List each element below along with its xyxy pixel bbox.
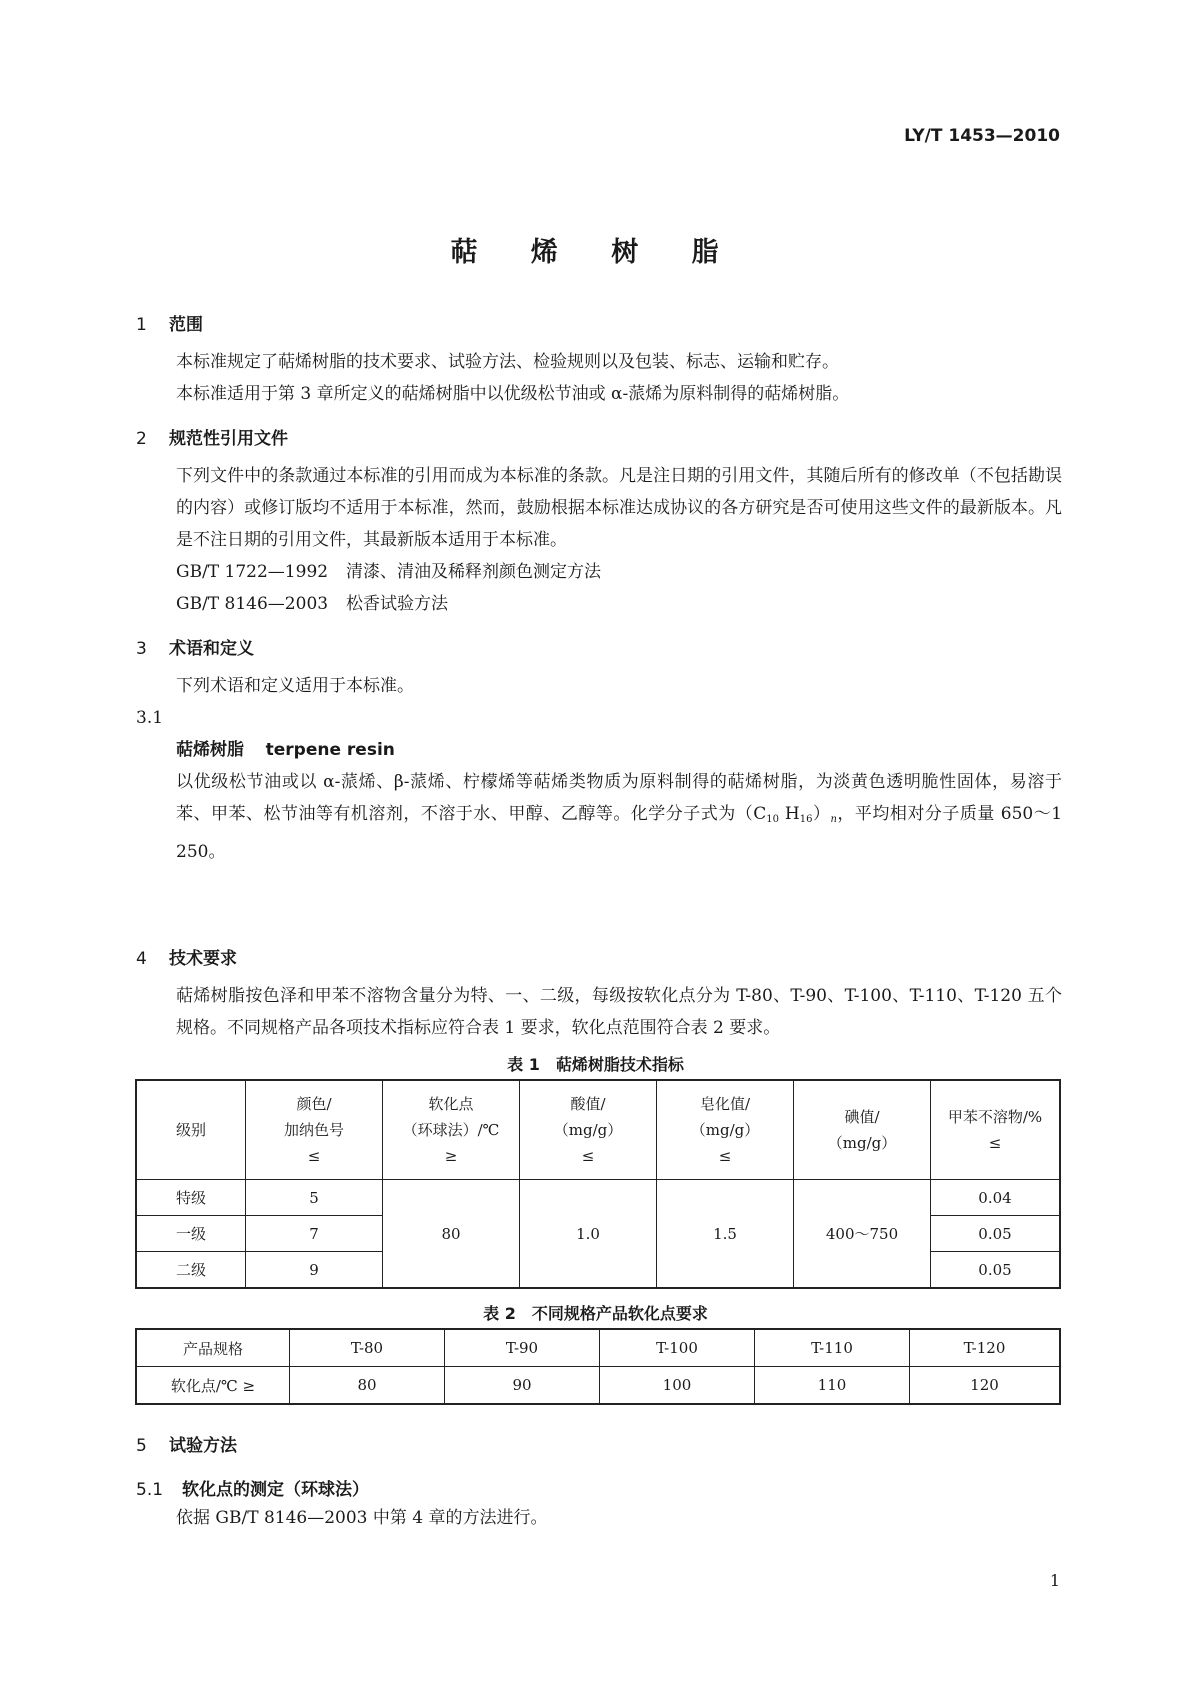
saponification-cell: 1.5 <box>657 1180 794 1289</box>
header-cell: 酸值/ （mg/g） ≤ <box>520 1080 657 1180</box>
header-cell: 甲苯不溶物/% ≤ <box>931 1080 1061 1180</box>
section-number: 3 <box>136 639 147 659</box>
color-cell: 9 <box>246 1252 383 1289</box>
reference-title: 松香试验方法 <box>346 594 448 614</box>
table-cell: T-100 <box>600 1329 755 1367</box>
table-cell: T-80 <box>290 1329 445 1367</box>
subsection-title: 软化点的测定（环球法） <box>182 1480 369 1500</box>
table-2-caption: 表 2 不同规格产品软化点要求 <box>483 1304 708 1323</box>
section-number: 1 <box>136 315 147 335</box>
section-1-para-2: 本标准适用于第 3 章所定义的萜烯树脂中以优级松节油或 α-蒎烯为原料制得的萜烯树脂。 <box>176 384 850 404</box>
table-row <box>136 1329 1060 1367</box>
table-cell: 软化点/℃ ≥ <box>136 1367 290 1405</box>
acid-cell: 1.0 <box>520 1180 657 1289</box>
grade-cell: 特级 <box>136 1180 246 1216</box>
insoluble-cell: 0.05 <box>931 1252 1061 1289</box>
reference-code: GB/T 8146—2003 <box>176 594 329 614</box>
insoluble-cell: 0.04 <box>931 1180 1061 1216</box>
term-chinese: 萜烯树脂 <box>176 740 244 760</box>
table-cell: 110 <box>755 1367 910 1405</box>
table-1 <box>135 1079 1061 1289</box>
section-title: 范围 <box>169 315 203 335</box>
paragraph-text: 萜烯树脂按色泽和甲苯不溶物含量分为特、一、二级，每级按软化点分为 T-80、T-90、T-100、T-110、T-120 五个规格。不同规格产品各项技术指标应符合表 1 要求，软化点范围符合表 2 要求。 <box>176 986 1062 1038</box>
definition-text: 以优级松节油或以 α-蒎烯、β-蒎烯、柠檬烯等萜烯类物质为原料制得的萜烯树脂，为淡黄色透明脆性固体，易溶于苯、甲苯、松节油等有机溶剂，不溶于水、甲醇、乙醇等。化学分子式为（C <box>176 772 1062 824</box>
section-2-heading <box>136 424 288 449</box>
iodine-cell: 400～750 <box>794 1180 931 1289</box>
color-cell: 7 <box>246 1216 383 1252</box>
term-definition <box>136 766 1062 868</box>
reference-code: GB/T 1722—1992 <box>176 562 329 582</box>
section-number: 4 <box>136 949 147 969</box>
insoluble-cell: 0.05 <box>931 1216 1061 1252</box>
subscript: 16 <box>799 814 813 825</box>
section-title: 规范性引用文件 <box>169 429 288 449</box>
document-title: 萜 烯 树 脂 <box>450 237 741 268</box>
table-cell: 80 <box>290 1367 445 1405</box>
section-title: 术语和定义 <box>169 639 254 659</box>
section-number: 5 <box>136 1436 147 1456</box>
subsection-5-1-heading <box>136 1475 369 1500</box>
section-2-para-1 <box>136 460 1062 556</box>
softening-cell: 80 <box>383 1180 520 1289</box>
header-cell: 皂化值/ （mg/g） ≤ <box>657 1080 794 1180</box>
section-5-heading <box>136 1431 237 1456</box>
term-english: terpene resin <box>265 740 395 760</box>
table-row <box>136 1367 1060 1405</box>
section-1-heading <box>136 310 203 335</box>
table-cell: 100 <box>600 1367 755 1405</box>
section-5-para-1: 依据 GB/T 8146—2003 中第 4 章的方法进行。 <box>176 1508 548 1528</box>
section-title: 技术要求 <box>169 949 237 969</box>
subsection-number: 3.1 <box>136 708 164 728</box>
subsection-number: 5.1 <box>136 1480 164 1500</box>
header-cell: 颜色/ 加纳色号 ≤ <box>246 1080 383 1180</box>
section-4-para-1 <box>136 980 1062 1044</box>
paragraph-text: 下列文件中的条款通过本标准的引用而成为本标准的条款。凡是注日期的引用文件，其随后所有的修改单（不包括勘误的内容）或修订版均不适用于本标准，然而，鼓励根据本标准达成协议的各方研究是否可使用这些文件的最新版本。凡是不注日期的引用文件，其最新版本适用于本标准。 <box>176 466 1062 550</box>
reference-item <box>176 556 601 588</box>
table-header-row <box>136 1080 1060 1180</box>
grade-cell: 一级 <box>136 1216 246 1252</box>
section-3-para-1: 下列术语和定义适用于本标准。 <box>176 676 414 696</box>
definition-text: ） <box>812 804 831 824</box>
grade-cell: 二级 <box>136 1252 246 1289</box>
definition-text: H <box>779 804 800 824</box>
header-cell: 碘值/ （mg/g） <box>794 1080 931 1180</box>
header-cell: 级别 <box>136 1080 246 1180</box>
color-cell: 5 <box>246 1180 383 1216</box>
table-cell: T-120 <box>910 1329 1061 1367</box>
section-3-heading <box>136 634 254 659</box>
subscript-n: n <box>830 814 837 825</box>
table-cell: 120 <box>910 1367 1061 1405</box>
reference-item <box>176 588 448 620</box>
standard-number: LY/T 1453—2010 <box>904 126 1060 146</box>
term-entry <box>176 734 395 766</box>
header-cell: 软化点 （环球法）/℃ ≥ <box>383 1080 520 1180</box>
section-title: 试验方法 <box>169 1436 237 1456</box>
section-4-heading <box>136 944 237 969</box>
section-1-para-1: 本标准规定了萜烯树脂的技术要求、试验方法、检验规则以及包装、标志、运输和贮存。 <box>176 352 839 372</box>
section-number: 2 <box>136 429 147 449</box>
table-row <box>136 1180 1060 1216</box>
table-cell: T-110 <box>755 1329 910 1367</box>
definition-text: ，平均相对分子质量 650～1 250。 <box>176 804 1063 862</box>
table-cell: 90 <box>445 1367 600 1405</box>
page-number: 1 <box>1049 1571 1060 1590</box>
table-2 <box>135 1328 1061 1405</box>
table-cell: T-90 <box>445 1329 600 1367</box>
reference-title: 清漆、清油及稀释剂颜色测定方法 <box>346 562 601 582</box>
subscript: 10 <box>766 814 780 825</box>
table-1-caption: 表 1 萜烯树脂技术指标 <box>507 1055 684 1074</box>
table-cell: 产品规格 <box>136 1329 290 1367</box>
